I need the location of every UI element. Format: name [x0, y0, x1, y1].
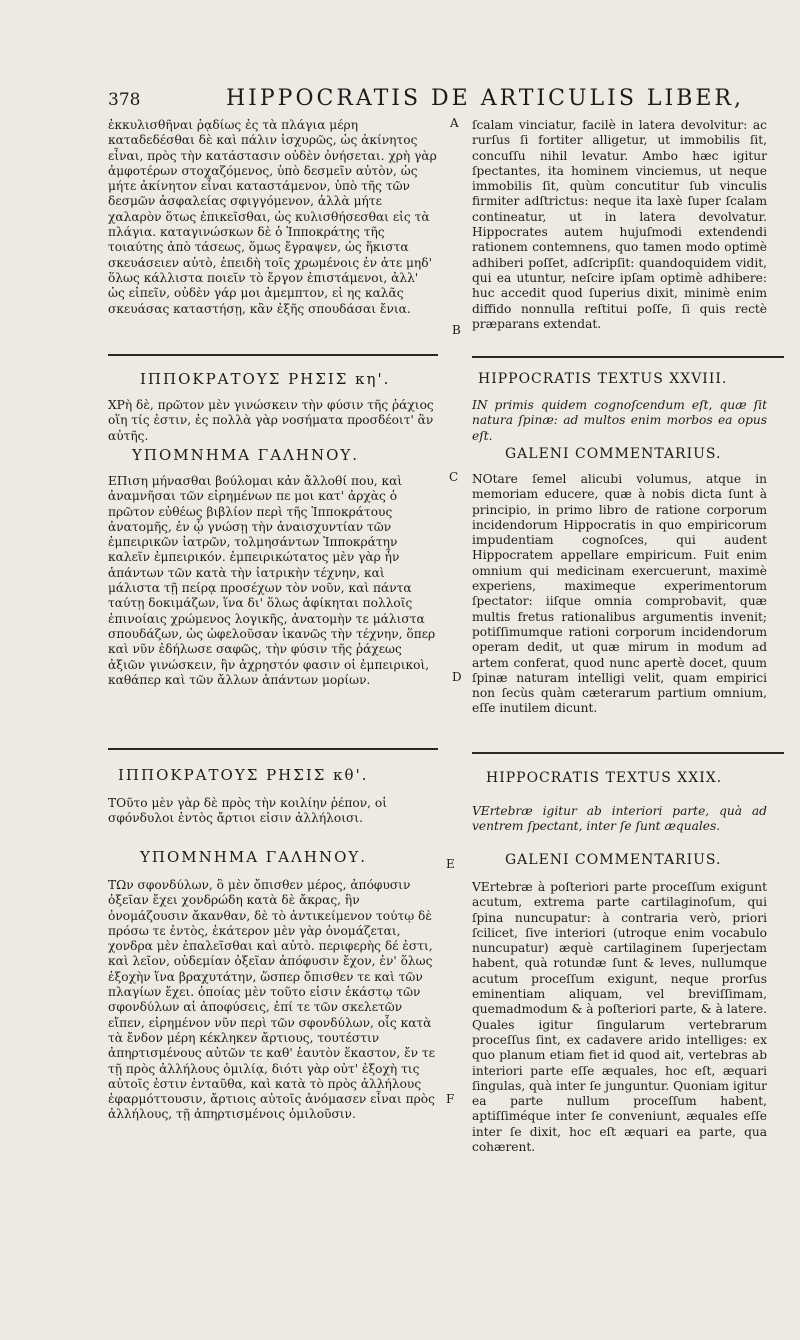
divider [108, 748, 438, 750]
greek-paragraph: ΤΟῦτο μὲν γὰρ δὲ πρὸς τὴν κοιλίην ῥέπον, οἱ σφόνδυλοι ἐντὸς ἄρτιοι εἰσιν ἀλλήλοισι. [108, 796, 387, 826]
margin-letter-d: D [452, 670, 462, 684]
greek-aphorism [108, 796, 438, 840]
latin-paragraph: VErtebræ igitur ab interiori parte, quà ad ventrem ſpectant, inter ſe ſunt æquales. [472, 804, 767, 834]
greek-text-top [108, 118, 438, 344]
greek-commentary [108, 878, 438, 1162]
divider [472, 752, 784, 754]
latin-paragraph: ſcalam vinciatur, facilè in latera devolvitur: ac rurſus ſi fortiter alligetur, ut immobilis ſit, concuſſu nihil levatur. Ambo hæc igitur ſpectantes, ita hominem vinciemus, ut neque immobilis ſit, quùm concutitur ſub vinculis firmiter adſtrictus: neque ita laxè ſuper ſcalam contineatur, ut in latera devolvatur. Hippocrates autem hujuſmodi extendendi rationem contemnens, quo tamen modo optimè adhiberi poſſet, adſcripſit: quandoquidem vidit, qui ea utuntur, neſcire ipſam optimè adhibere: huc accedit quod ſuperius dixit, minimè enim diffido nonnulla reſtitui poſſe, ſi quis rectè præparans extendat. [472, 118, 767, 331]
greek-paragraph: ΕΠιση μήνασθαι βούλομαι κἀν ἄλλοθί που, καὶ ἀναμνῆσαι τῶν εἰρημένων πε μοι κατ' ἀρχὰς ὁ πρῶτον εὐθέως βιβλίον περὶ τῆς Ἱπποκράτους ἀνατομῆς, ἐν ᾧ γνώσῃ τὴν ἀναισχυντίαν τῶν ἐμπειρικῶν ἰατρῶν, τολμησάντων Ἱπποκράτην καλεῖν ἐμπειρικόν. ἐμπειρικώτατος μὲν γὰρ ἦν ἁπάντων τῶν κατὰ τὴν ἰατρικὴν τέχνην, καὶ μάλιστα τῇ πείρᾳ προσέχων τὸν νοῦν, καὶ πάντα ταύτῃ δοκιμάζων, ἵνα δι' ὅλως ἀφίκηται πολλοῖς ἐπινοίαις χρώμενος λογικῆς, ἀνατομὴν τε μάλιστα σπουδάζων, ὡς ὠφελοῦσαν ἱκανῶς τὴν τέχνην, ὅπερ καὶ νῦν ἐδήλωσε σαφῶς, τὴν φύσιν τῆς ῥάχεως ἀξιῶν γινώσκειν, ἣν ἀχρηστόν φασιν οἱ ἐμπειρικοὶ, καθάπερ καὶ τῶν ἄλλων ἁπάντων μορίων. [108, 474, 436, 687]
latin-aphorism [472, 804, 767, 838]
page-number: 378 [108, 90, 141, 110]
section-heading: HIPPOCRATIS TEXTUS XXIX. [486, 770, 723, 786]
section-heading: GALENI COMMENTARIUS. [505, 852, 722, 868]
greek-paragraph: ἐκκυλισθῆναι ῥᾳδίως ἐς τὰ πλάγια μέρη καταδεδέσθαι δὲ καὶ πάλιν ἰσχυρῶς, ὡς ἀκίνητος εἶναι, πρὸς τὴν κατάστασιν οὐδὲν ὀνήσεται. χρὴ γὰρ ἀμφοτέρων στοχαζόμενος, ὑπὸ δεσμεῖν αὐτὸν, ὡς μήτε ἀκίνητον εἶναι καταστάμενον, ὑπὸ τῆς τῶν δεσμῶν ἀσφαλείας σφιγγόμενον, ἀλλὰ μήτε χαλαρὸν ὅτως ἐπικεῖσθαι, ὡς κυλισθήσεσθαι εἰς τὰ πλάγια. καταγινώσκων δὲ ὁ Ἱπποκράτης τῆς τοιαύτης ἀπὸ τάσεως, ὅμως ἔγραψεν, ὡς ἥκιστα σκευάσειεν αὐτὸ, ἐπειδὴ τοῖς χρωμένοις ἐν ἀτε μηδ' ὅλως κάλλιστα ποιεῖν τὸ ἔργον ἐπιστάμενοι, ἀλλ' ὡς εἰπεῖν, οὐδὲν γάρ μοι ἀμεμπτον, εἰ ης καλᾶς σκευάσας καταστήσῃ, κἂν ἐξῆς σπουδάσαι ἔνια. [108, 118, 437, 316]
latin-commentary [472, 472, 767, 740]
latin-aphorism [472, 398, 767, 443]
latin-paragraph: NOtare ſemel alicubi volumus, atque in memoriam educere, quæ à nobis dicta ſunt à principio, in primo libro de ratione corporum incidendorum Hippocratis in quo empiricorum impudentiam cognoſces, qui audent Hippocratem appellare empiricum. Fuit enim omnium qui medicinam exercuerunt, maximè experiens, maximeque experimentorum ſpectator: iiſque omnia comprobavit, quæ multis fretus rationalibus argumentis invenit; potiſſimumque rationi corporum incidendorum operam dedit, ut quæ mirum in modum ad artem conferat, quod nunc apertè docet, quum ſpinæ naturam intelligi velit, quam empirici non ſecùs quàm cæterarum partium omnium, eſſe inutilem dicunt. [472, 472, 767, 716]
section-heading: HIPPOCRATIS TEXTUS XXVIII. [478, 371, 728, 387]
divider [108, 354, 438, 356]
section-heading: GALENI COMMENTARIUS. [505, 446, 722, 462]
margin-letter-e: E [446, 857, 455, 871]
section-heading: ΥΠΟΜΝΗΜΑ ΓΑΛΗΝΟΥ. [132, 446, 360, 464]
latin-paragraph: VErtebræ à poſteriori parte proceſſum exigunt acutum, extrema parte cartilaginoſum, qui ſpina nuncupatur: à contraria verò, priori ſcilicet, ſive interiori (utroque enim vocabulo nuncupatur) æquè cartilaginem ſuperjectam habent, quà rotundæ ſunt & leves, nullumque acutum proceſſum exigunt, neque prorſus eminentiam aliquam, vel breviſſimam, quemadmodum & à poſteriori parte, & à latere. Quales igitur ſingularum vertebrarum proceſſus ſint, ex cadavere arido intelliges: ex quo planum etiam fiet id quod ait, vertebras ab interiori parte eſſe æquales, hoc eſt, æquari ſingulas, quà inter ſe junguntur. Quoniam igitur ea parte nullum proceſſum habent, aptiſſiméque inter ſe conveniunt, æquales eſſe inter ſe dixit, hoc eſt æquari ea parte, qua cohærent. [472, 880, 767, 1155]
section-heading: ΙΠΠΟΚΡΑΤΟΥΣ ΡΗΣΙΣ κθ'. [118, 766, 369, 784]
latin-paragraph: IN primis quidem cognoſcendum eſt, quæ ſit natura ſpinæ: ad multos enim morbos ea opus eſt. [472, 398, 767, 443]
margin-letter-c: C [449, 470, 459, 484]
greek-paragraph: ΤΩν σφονδύλων, ὃ μὲν ὄπισθεν μέρος, ἀπόφυσιν ὀξεῖαν ἔχει χονδρώδη κατὰ δὲ ἄκρας, ἣν ὀνομάζουσιν ἄκανθαν, δὲ τὸ ἀντικείμενον τούτῳ δὲ πρόσω τε ἐντὸς, ἐκάτερον μὲν γὰρ ὀνομάζεται, χονδρα μὲν ἐπαλεῖσθαι καὶ αὐτὸ. περιφερὴς δέ ἐστι, καὶ λεῖον, οὐδεμίαν ὀξεῖαν ἀπόφυσιν ἔχον, ἐν' ὅλως ἐξοχὴν ἵνα βραχυτάτην, ὥσπερ ὄπισθεν τε καὶ τῶν πλαγίων ἔχει. ὁποίας μὲν τοῦτο εἰσιν ἑκάστῳ τῶν σφονδύλων αἱ ἀποφύσεις, ἐπί τε τῶν σκελετῶν εἴπεν, εἰρημένον νῦν περὶ τῶν σφονδύλων, οἷς κατὰ τὰ ἔνδον μέρη κέκληκεν ἄρτιους, τουτέστιν ἀπηρτισμένους αὐτῶν τε καθ' ἑαυτὸν ἕκαστον, ἔν τε τῇ πρὸς ἀλλήλους ὁμιλίᾳ, διότι γὰρ οὐτ' ἐξοχὴ τις αὐτοῖς ἐστιν ἐνταῦθα, καὶ κατὰ τὸ πρὸς ἀλλήλους ἐφαρμόττουσιν, ἄρτιοις αὐτοῖς ἀνόμασεν εἶναι πρὸς ἀλλήλους, τῇ ἀπηρτισμένοις ὁμιλοῦσιν. [108, 878, 435, 1122]
margin-letter-b: B [452, 323, 461, 337]
running-header [108, 86, 758, 116]
latin-text-top [472, 118, 767, 344]
section-heading: ΥΠΟΜΝΗΜΑ ΓΑΛΗΝΟΥ. [140, 848, 368, 866]
page-title: HIPPOCRATIS DE ARTICULIS LIBER, [226, 86, 744, 111]
divider [472, 356, 784, 358]
margin-letter-a: A [450, 116, 459, 130]
greek-commentary [108, 474, 438, 736]
greek-aphorism [108, 398, 438, 442]
section-heading: ΙΠΠΟΚΡΑΤΟΥΣ ΡΗΣΙΣ κη'. [140, 370, 391, 388]
latin-commentary [472, 880, 767, 1180]
greek-paragraph: ΧΡὴ δὲ, πρῶτον μὲν γινώσκειν τὴν φύσιν τῆς ῥάχιος οἵη τίς ἐστιν, ἐς πολλὰ γὰρ νοσήματα προσδέοιτ' ἂν αὐτῆς. [108, 398, 434, 443]
margin-letter-f: F [446, 1092, 455, 1106]
